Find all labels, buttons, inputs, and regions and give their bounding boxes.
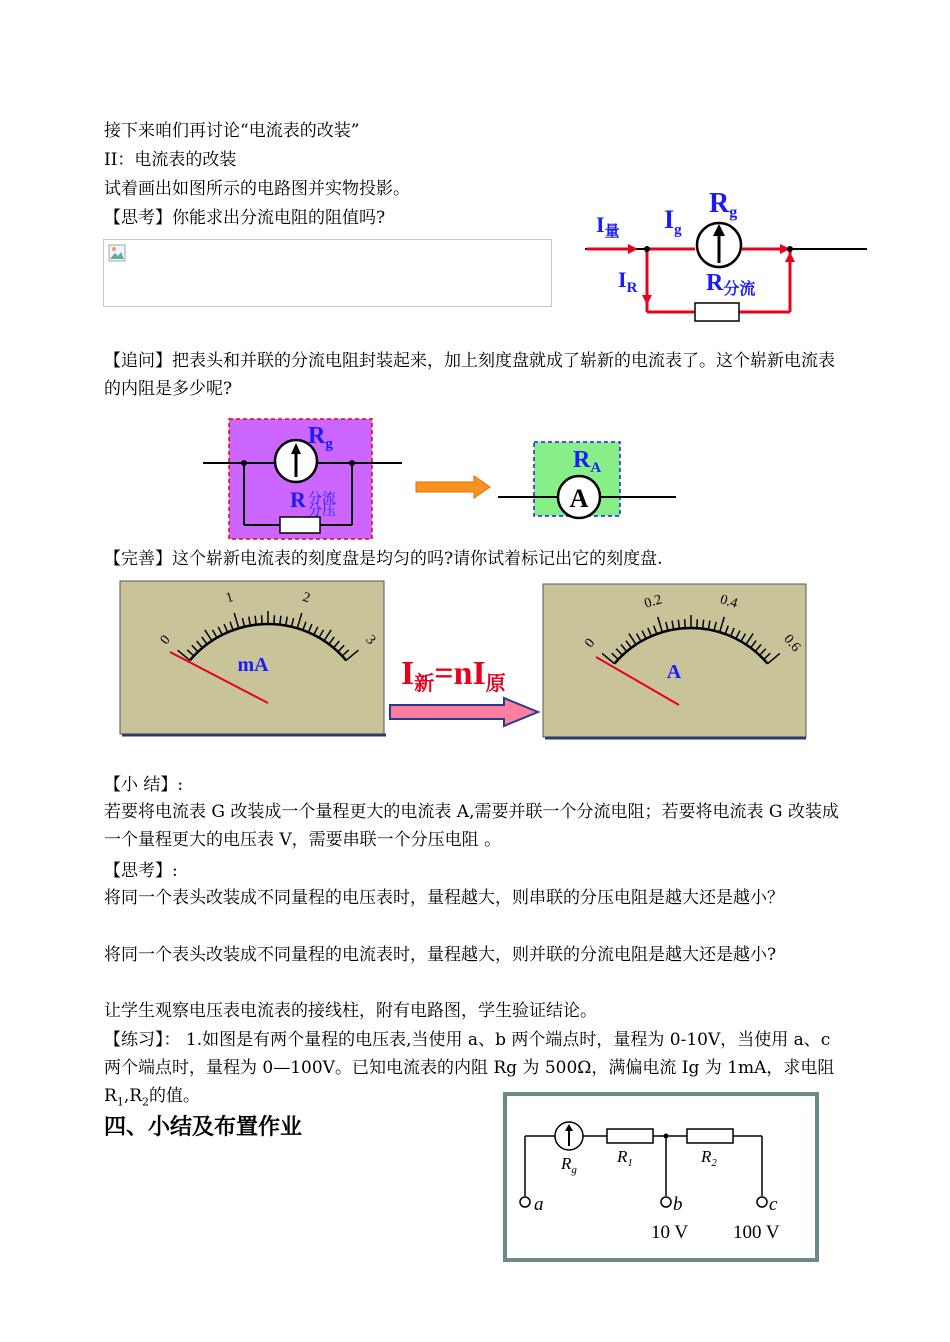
formula: I新=nI原 [401, 655, 506, 695]
ammeter-packaging-figure [200, 415, 680, 545]
shunt-circuit-figure [582, 190, 872, 325]
intro-line: 接下来咱们再讨论“电流表的改装” [104, 121, 360, 141]
svg-text:10 V: 10 V [651, 1222, 689, 1243]
dial-tick [685, 619, 686, 628]
svg-text:分压: 分压 [308, 504, 336, 519]
image-placeholder [103, 239, 552, 307]
dial-label: 0.2 [642, 592, 664, 612]
exercise-text: 【练习】： 1.如图是有两个量程的电压表,当使用 a、b 两个端点时，量程为 0-10V，当使用 a、c 两个端点时，量程为 0—100V。已知电流表的内阻 Rg 为 500Ω，满偏电流 Ig 为 1mA，求电阻 $R_1,R_2$的值。 [104, 1030, 835, 1109]
svg-text:I量: I量 [596, 212, 620, 240]
svg-text:a: a [534, 1194, 544, 1215]
question-ammeter: 将同一个表头改装成不同量程的电流表时，量程越大，则并联的分流电阻是越大还是越小? [104, 945, 777, 965]
broken-image-icon [108, 244, 126, 262]
think-question: 【思考】你能求出分流电阻的阻值吗? [104, 208, 386, 228]
left-dial-unit: mA [237, 654, 269, 676]
dial-tick [255, 616, 256, 625]
dial-label: 0 [157, 632, 174, 648]
svg-text:RA: $R_A$ [573, 447, 602, 476]
follow-up-question: 【追问】把表头和并联的分流电阻封装起来，加上刻度盘就成了崭新的电流表了。这个崭新电流表的内阻是多少呢? [104, 351, 835, 399]
dial-label: 0 [582, 635, 599, 651]
section-heading-4: 四、小结及布置作业 [104, 1115, 303, 1140]
scale-arrow [390, 698, 538, 726]
dial-label: 0.6 [780, 631, 804, 655]
svg-text:IR: $I_R$ [618, 267, 638, 296]
think-label: 【思考】: [104, 861, 178, 881]
svg-text:100 V: 100 V [733, 1222, 780, 1243]
dial-tick [262, 615, 263, 624]
svg-text:R: R [290, 487, 306, 512]
voltmeter-circuit-figure [503, 1092, 819, 1264]
dial-tick [703, 620, 704, 629]
svg-text:b: b [673, 1194, 683, 1215]
transform-arrow [416, 476, 490, 498]
shunt-resistor-2 [280, 517, 320, 533]
svg-text:R1: $R_1$ [617, 1147, 633, 1169]
dial-label: 0.4 [718, 592, 740, 612]
summary-label: 【小 结】: [104, 775, 184, 795]
observation-line: 让学生观察电压表电流表的接线柱，附有电路图，学生验证结论。 [104, 1001, 597, 1021]
resistor-r1 [607, 1129, 653, 1143]
dial-label: 3 [362, 632, 379, 648]
svg-text:分流: 分流 [308, 492, 336, 507]
svg-text:c: c [769, 1194, 778, 1215]
svg-text:Ig: $I_g$ [664, 205, 682, 238]
svg-text:R2: $R_2$ [701, 1147, 717, 1169]
dial-label: 2 [300, 589, 312, 607]
summary-text: 若要将电流表 G 改装成一个量程更大的电流表 A,需要并联一个分流电阻；若要将电流表 G 改装成一个量程更大的电压表 V，需要串联一个分压电阻 。 [104, 802, 839, 850]
section-title: II：电流表的改装 [104, 150, 237, 170]
svg-text:R分流: R分流 [706, 270, 756, 298]
dial-tick [678, 620, 679, 629]
svg-text:Rg: $R_g$ [308, 423, 333, 452]
shunt-resistor [695, 303, 739, 321]
resistor-r2 [687, 1129, 733, 1143]
dial-tick [274, 615, 275, 624]
svg-text:A: A [569, 484, 589, 513]
question-voltmeter: 将同一个表头改装成不同量程的电压表时，量程越大，则串联的分压电阻是越大还是越小？ [104, 888, 784, 908]
svg-text:Rg: Rg [709, 190, 738, 221]
instruction-line: 试着画出如图所示的电路图并实物投影。 [104, 179, 410, 199]
dial-comparison-figure [118, 578, 810, 744]
dial-label: 1 [224, 589, 236, 607]
dial-tick [280, 616, 281, 625]
dial-tick [697, 619, 698, 628]
improve-line: 【完善】这个崭新电流表的刻度盘是均匀的吗?请你试着标记出它的刻度盘. [104, 549, 663, 569]
svg-text:Rg: $R_g$ [561, 1154, 577, 1176]
right-dial-unit: A [666, 661, 682, 683]
